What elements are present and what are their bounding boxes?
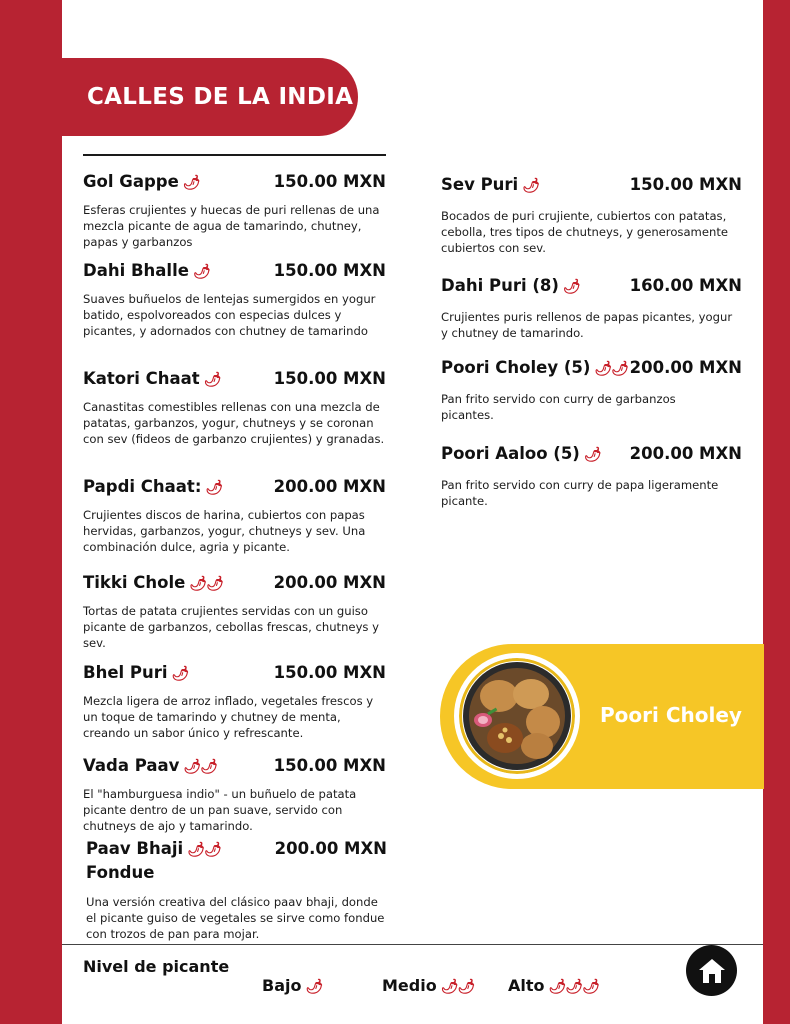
chili-pepper-icon: 🌶🌶🌶 bbox=[548, 979, 599, 995]
menu-item-papdi-chaat bbox=[83, 477, 389, 555]
item-name: Katori Chaat bbox=[83, 369, 200, 388]
item-description: Mezcla ligera de arroz inflado, vegetales frescos y un toque de tamarindo y chutney de menta, creando un sabor único y refrescante. bbox=[83, 694, 374, 740]
item-description: Una versión creativa del clásico paav bhaji, donde el picante guiso de vegetales se sirve como fondue con trozos de pan para mojar. bbox=[86, 895, 385, 941]
item-price: 160.00 MXN bbox=[629, 276, 742, 295]
chili-pepper-icon: 🌶 bbox=[305, 979, 323, 995]
menu-title: CALLES DE LA INDIA bbox=[87, 84, 354, 110]
spice-level-title: Nivel de picante bbox=[83, 957, 230, 976]
featured-dish-banner bbox=[440, 644, 764, 789]
menu-item-katori-chaat bbox=[83, 369, 389, 447]
spice-level-medium bbox=[382, 976, 474, 995]
chili-pepper-icon: 🌶🌶 bbox=[189, 576, 223, 592]
chili-pepper-icon: 🌶🌶 bbox=[183, 759, 217, 775]
item-description: Crujientes discos de harina, cubiertos con papas hervidas, garbanzos, yogur, chutneys y sev. Una combinación dulce, agria y picante. bbox=[83, 508, 366, 554]
item-price: 200.00 MXN bbox=[273, 477, 386, 496]
item-description: Bocados de puri crujiente, cubiertos con patatas, cebolla, tres tipos de chutneys, y generosamente cubiertos con sev. bbox=[441, 209, 729, 255]
spice-level-high bbox=[508, 976, 599, 995]
menu-item-gol-gappe bbox=[83, 172, 389, 250]
item-name: Tikki Chole bbox=[83, 573, 186, 592]
home-button[interactable] bbox=[686, 945, 737, 996]
menu-item-sev-puri bbox=[441, 175, 742, 256]
item-name: Paav Bhaji bbox=[86, 839, 184, 858]
item-name-line2: Fondue bbox=[86, 863, 155, 882]
menu-item-dahi-puri bbox=[441, 276, 742, 342]
item-price: 150.00 MXN bbox=[273, 261, 386, 280]
right-red-border bbox=[763, 0, 790, 1024]
item-price: 200.00 MXN bbox=[629, 444, 742, 463]
item-description: Crujientes puris rellenos de papas picantes, yogur y chutney de tamarindo. bbox=[441, 310, 733, 340]
item-price: 150.00 MXN bbox=[273, 369, 386, 388]
item-description: Tortas de patata crujientes servidas con un guiso picante de garbanzos, cebollas frescas, chutneys y sev. bbox=[83, 604, 380, 650]
spice-level-medium-label: Medio bbox=[382, 976, 437, 995]
item-name: Gol Gappe bbox=[83, 172, 179, 191]
item-name: Dahi Bhalle bbox=[83, 261, 189, 280]
footer-divider bbox=[62, 944, 763, 945]
poori-choley-plate-icon bbox=[461, 660, 573, 772]
home-icon bbox=[697, 957, 727, 985]
item-price: 150.00 MXN bbox=[273, 663, 386, 682]
item-description: Pan frito servido con curry de papa ligeramente picante. bbox=[441, 478, 719, 508]
item-description: Suaves buñuelos de lentejas sumergidos en yogur batido, espolvoreados con especias dulces y picantes, y adornados con chutney de tamarindo bbox=[83, 292, 376, 338]
menu-item-paav-bhaji-fondue bbox=[86, 839, 387, 942]
title-divider bbox=[83, 154, 386, 156]
item-price: 150.00 MXN bbox=[273, 172, 386, 191]
chili-pepper-icon: 🌶 bbox=[562, 279, 580, 295]
item-price: 200.00 MXN bbox=[274, 839, 387, 858]
item-price: 200.00 MXN bbox=[273, 573, 386, 592]
item-name: Sev Puri bbox=[441, 175, 519, 194]
item-name: Bhel Puri bbox=[83, 663, 168, 682]
menu-item-dahi-bhalle bbox=[83, 261, 389, 339]
featured-dish-title: Poori Choley bbox=[600, 703, 742, 727]
menu-item-poori-aaloo bbox=[441, 444, 742, 510]
chili-pepper-icon: 🌶 bbox=[203, 372, 221, 388]
item-price: 150.00 MXN bbox=[629, 175, 742, 194]
item-description: Esferas crujientes y huecas de puri rellenas de una mezcla picante de agua de tamarindo, chutney, papas y garbanzos bbox=[83, 203, 380, 249]
chili-pepper-icon: 🌶🌶 bbox=[440, 979, 475, 995]
item-price: 150.00 MXN bbox=[273, 756, 386, 775]
menu-item-tikki-chole bbox=[83, 573, 389, 651]
menu-item-poori-choley bbox=[441, 358, 742, 424]
spice-level-low bbox=[262, 976, 322, 995]
item-name: Dahi Puri (8) bbox=[441, 276, 559, 295]
title-banner bbox=[0, 58, 358, 136]
chili-pepper-icon: 🌶🌶 bbox=[594, 361, 628, 377]
poori-choley-plate-image bbox=[454, 653, 580, 779]
chili-pepper-icon: 🌶 bbox=[171, 666, 189, 682]
spice-level-high-label: Alto bbox=[508, 976, 545, 995]
item-description: Pan frito servido con curry de garbanzos picantes. bbox=[441, 392, 676, 422]
item-name: Poori Aaloo (5) bbox=[441, 444, 580, 463]
chili-pepper-icon: 🌶 bbox=[205, 480, 223, 496]
chili-pepper-icon: 🌶 bbox=[583, 447, 601, 463]
chili-pepper-icon: 🌶🌶 bbox=[187, 842, 221, 858]
item-name: Papdi Chaat: bbox=[83, 477, 202, 496]
item-price: 200.00 MXN bbox=[629, 358, 742, 377]
spice-level-low-label: Bajo bbox=[262, 976, 302, 995]
left-red-border bbox=[0, 0, 62, 1024]
item-description: El "hamburguesa indio" - un buñuelo de patata picante dentro de un pan suave, servido con chutneys de ajo y tamarindo. bbox=[83, 787, 357, 833]
menu-item-vada-paav bbox=[83, 756, 389, 834]
item-name: Poori Choley (5) bbox=[441, 358, 591, 377]
item-description: Canastitas comestibles rellenas con una mezcla de patatas, garbanzos, yogur, chutneys y se coronan con sev (fideos de garbanzo crujientes) y granadas. bbox=[83, 400, 385, 446]
chili-pepper-icon: 🌶 bbox=[192, 264, 210, 280]
menu-item-bhel-puri bbox=[83, 663, 389, 741]
chili-pepper-icon: 🌶 bbox=[522, 178, 539, 194]
item-name: Vada Paav bbox=[83, 756, 180, 775]
chili-pepper-icon: 🌶 bbox=[182, 175, 200, 191]
